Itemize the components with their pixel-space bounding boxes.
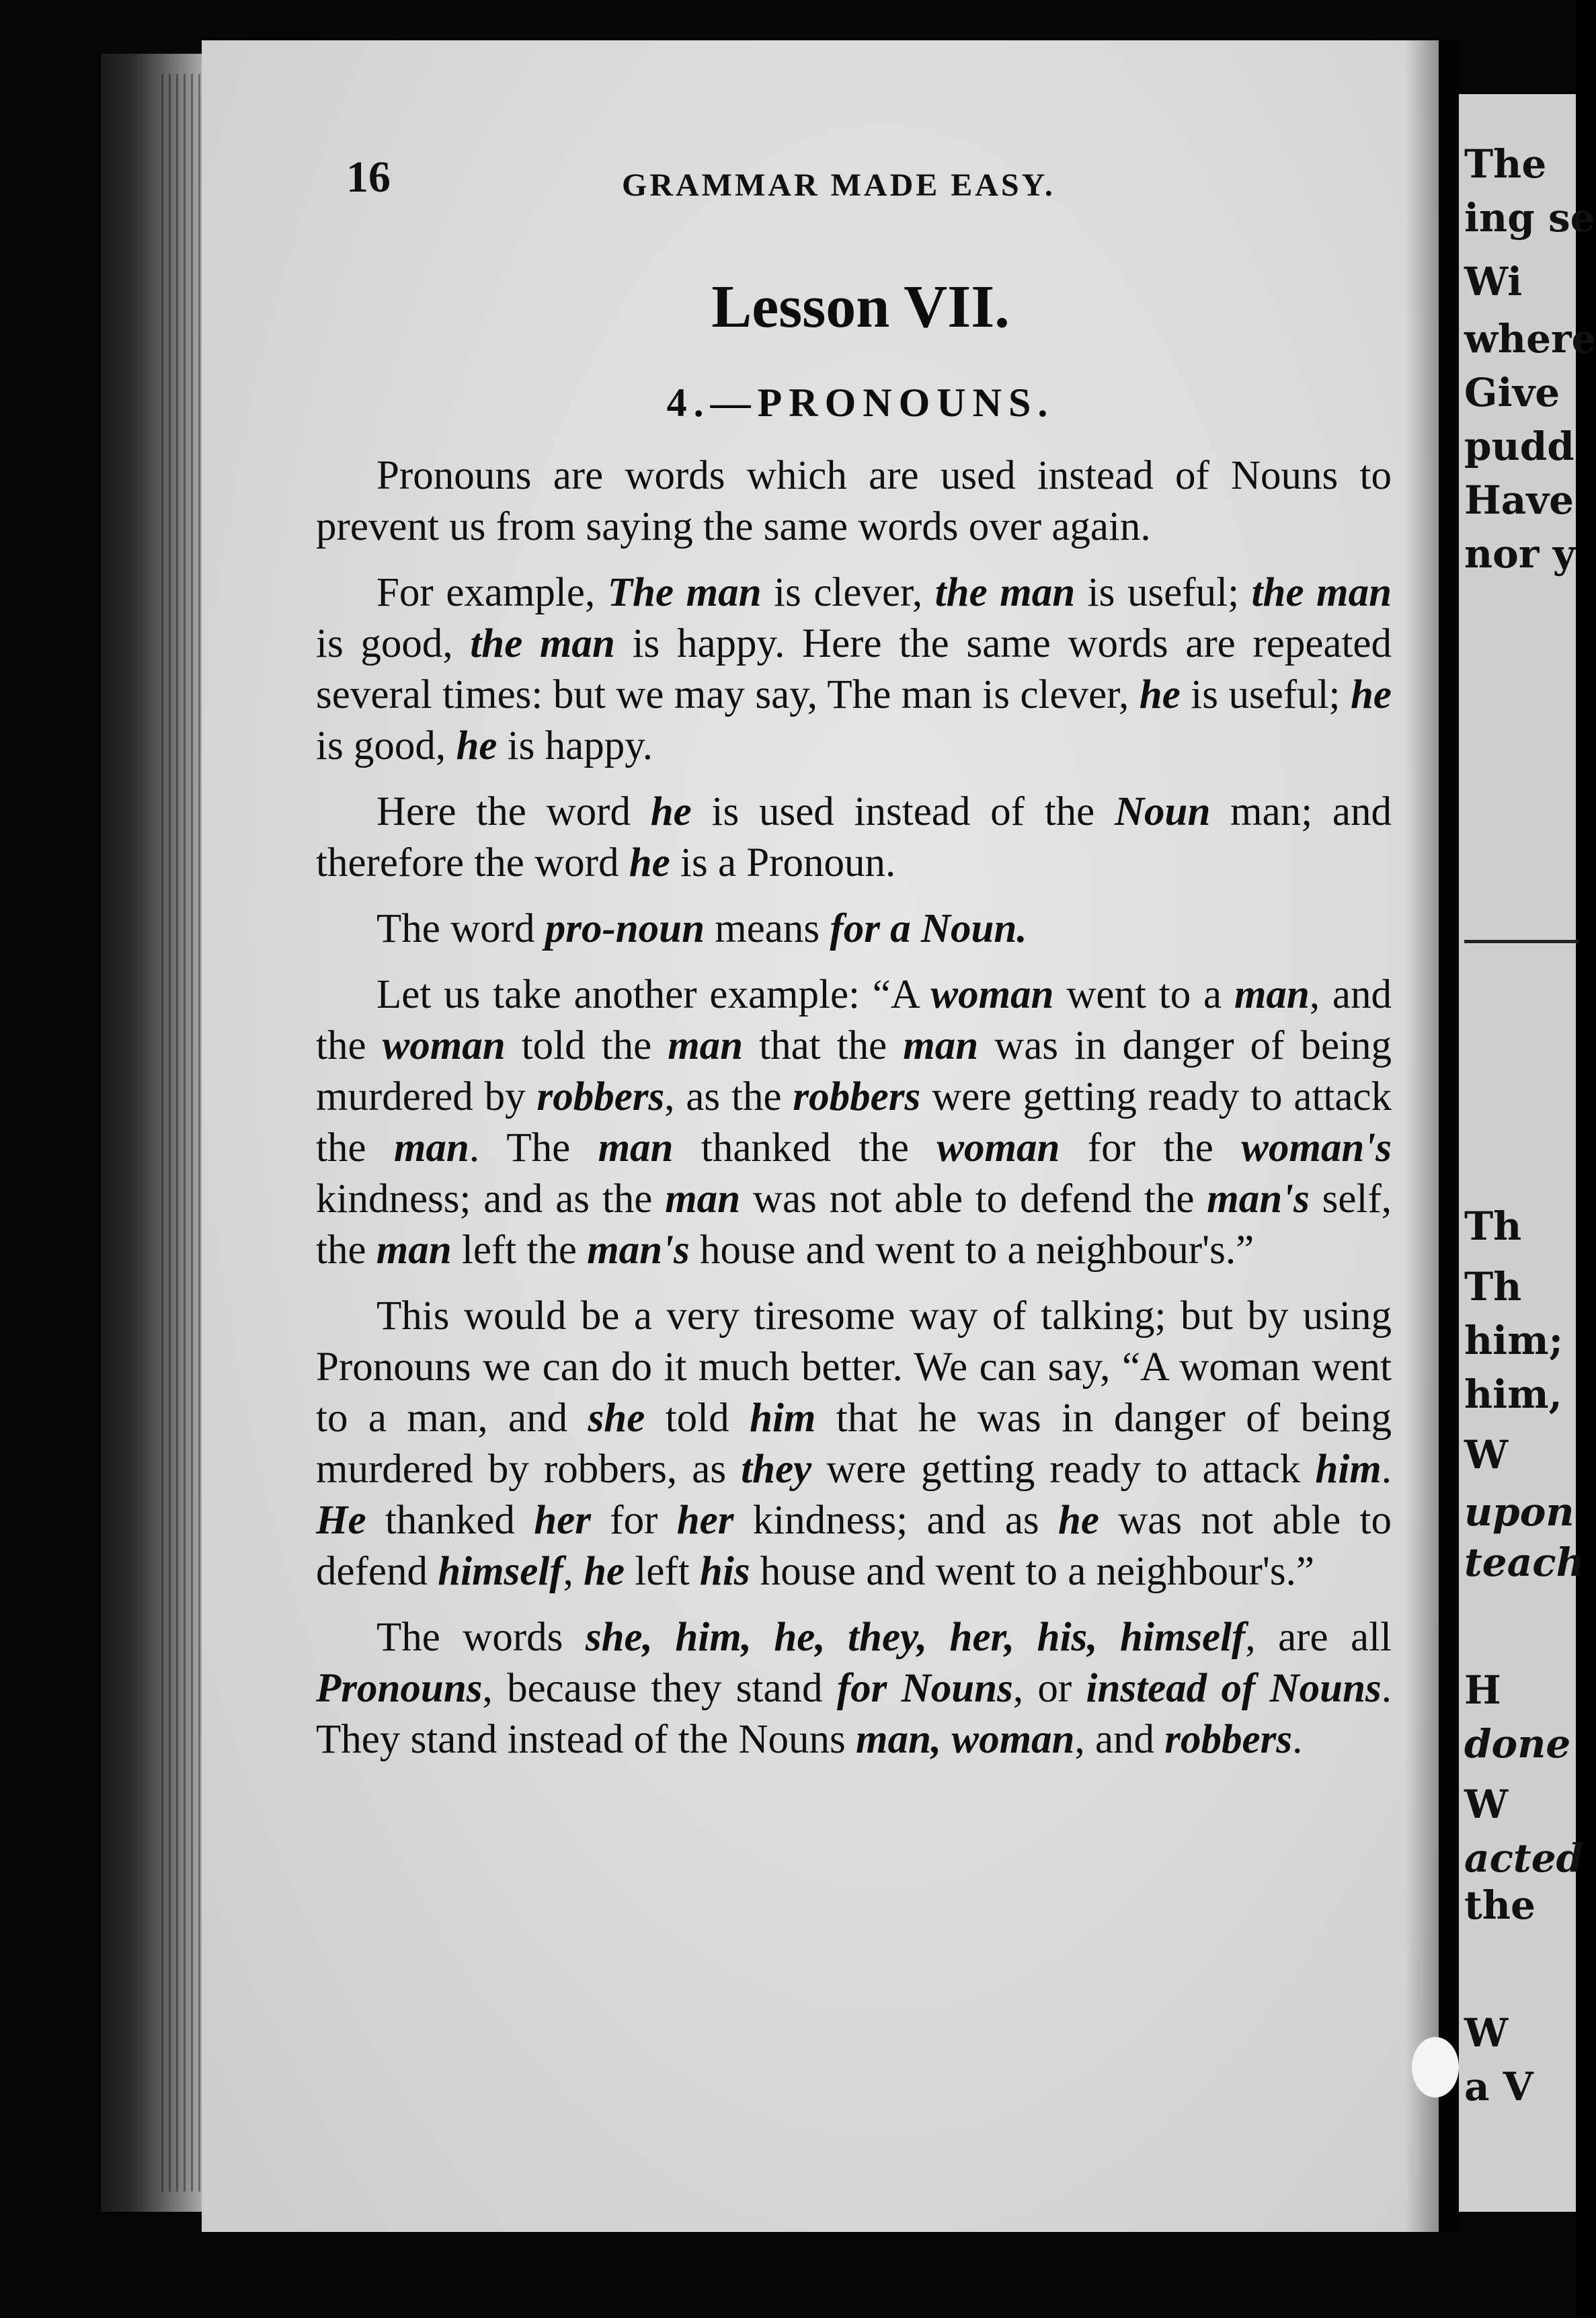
italic-text: Pronouns [316,1666,483,1711]
italic-text: her [534,1498,591,1543]
italic-text: him [750,1396,816,1441]
text-run: , or [1012,1666,1086,1711]
adjacent-page-fragment: Wi [1464,259,1523,305]
italic-text: instead of Nouns [1086,1666,1382,1711]
italic-text: the man [1251,570,1392,615]
italic-text: man [903,1023,979,1068]
body-paragraph [316,1291,1392,1597]
text-run: was not able to defend the [740,1176,1207,1222]
text-run: were getting ready to attack [811,1447,1316,1492]
text-run: , are all [1245,1615,1392,1660]
page-header [346,152,1395,212]
adjacent-page-fragment: nor y [1464,531,1576,577]
text-run: were getting ready to attack the [316,1074,1392,1170]
italic-text: Noun [1115,789,1211,834]
text-run: means [705,906,830,951]
text-run: is used instead of the [691,789,1115,834]
lesson-title: Lesson VII. [711,274,1010,340]
body-paragraph [316,969,1392,1276]
text-run: , as the [664,1074,793,1119]
adjacent-page-rule [1464,940,1579,943]
italic-text: robbers [1164,1717,1293,1762]
text-run: is useful; [1180,672,1351,717]
adjacent-page-fragment: a V [1464,2064,1533,2110]
italic-text: he [650,789,692,834]
italic-text: him [1315,1447,1382,1492]
adjacent-page-fragment: The [1464,141,1547,187]
text-run: . They stand instead of the Nouns [316,1666,1392,1762]
italic-text: the man [934,570,1076,615]
adjacent-page-fragment: Have [1464,477,1574,523]
italic-text: man's [1207,1176,1310,1222]
adjacent-page-fragment: H [1464,1667,1501,1713]
adjacent-page-fragment: done [1464,1721,1571,1767]
italic-text: pro-noun [545,906,705,951]
text-run: self, the [316,1176,1392,1273]
text-run: . [1381,1447,1392,1492]
text-run: , because they stand [482,1666,837,1711]
text-run: For example, [376,570,608,615]
italic-text: his [699,1549,750,1594]
text-run: Let us take another example: “A [376,972,931,1017]
italic-text: The man [607,570,762,615]
page-edges [161,74,202,2192]
text-run: This would be a very tiresome way of talking; but by using Pronouns we can do it much better. We can say, “A woman went to a man, and [316,1293,1392,1441]
body-paragraph [316,450,1392,553]
italic-text: he [584,1549,625,1594]
adjacent-page-fragment: W [1464,1432,1509,1478]
text-run: is happy. Here the same words are repeated several times: but we may say, The man is clever, [316,621,1392,717]
text-run: thanked [366,1498,534,1543]
adjacent-page-fragment: the [1464,1882,1535,1928]
body-paragraph [316,787,1392,889]
italic-text: man [665,1176,741,1222]
italic-text: man [598,1125,674,1170]
text-run: was in danger of being murdered by [316,1023,1392,1119]
italic-text: he [629,840,670,885]
italic-text: the man [470,621,615,666]
paper-damage-spot [1412,2037,1459,2097]
adjacent-page-fragment: acted [1464,1835,1584,1881]
italic-text: man's [587,1228,690,1273]
italic-text: robbers [793,1074,921,1119]
body-paragraph [316,567,1392,772]
text-run: , [563,1549,584,1594]
italic-text: woman [382,1023,506,1068]
text-run: is useful; [1075,570,1252,615]
italic-text: himself [438,1549,563,1594]
italic-text: woman [930,972,1054,1017]
adjacent-page [1459,94,1596,2212]
text-run: for the [1060,1125,1242,1170]
italic-text: he [456,723,497,768]
text-run: told the [505,1023,668,1068]
text-run: house and went to a neighbour's.” [750,1549,1314,1594]
text-run: is good, [316,621,471,666]
adjacent-page-fragment: Th [1464,1264,1522,1310]
section-heading: 4.—PRONOUNS. [666,381,1055,425]
text-run: Here the word [376,789,651,834]
italic-text: He [316,1498,366,1543]
text-run: house and went to a neighbour's.” [689,1228,1254,1273]
italic-text: he [1058,1498,1099,1543]
adjacent-page-fragment: pudd [1464,424,1574,469]
adjacent-page-fragment: Th [1464,1203,1522,1249]
italic-text: they [741,1447,812,1492]
adjacent-page-fragment: Give [1464,370,1560,415]
text-run: for [590,1498,677,1543]
text-run: The words [376,1615,586,1660]
text-run: was not able to defend [316,1498,1392,1594]
italic-text: man [1234,972,1310,1017]
text-run: that he was in danger of being murdered by robbers, as [316,1396,1392,1492]
italic-text: she, him, he, they, her, his, himself [585,1615,1246,1660]
text-run: man; and therefore the word [316,789,1392,885]
text-run: left the [451,1228,588,1273]
adjacent-page-fragment: upon [1464,1489,1574,1535]
adjacent-page-fragment: W [1464,2010,1509,2056]
page-number: 16 [346,153,391,202]
adjacent-page-fragment: him; [1464,1318,1563,1363]
text-run: went to a [1053,972,1234,1017]
text-run: , and [1074,1717,1165,1762]
body-paragraph [316,904,1392,955]
text-run: is clever, [761,570,935,615]
text-run: . [1292,1717,1303,1762]
text-run: kindness; and as [733,1498,1058,1543]
text-run: thanked the [673,1125,937,1170]
italic-text: for a Noun. [830,906,1027,951]
adjacent-page-fragment: ing se [1464,195,1595,241]
text-run: is happy. [497,723,653,768]
text-run: Pronouns are words which are used instead of Nouns to prevent us from saying the same words over again. [316,453,1392,549]
lesson-body [316,450,1392,1780]
italic-text: for Nouns [836,1666,1013,1711]
text-run: . The [469,1125,598,1170]
text-run: that the [743,1023,904,1068]
gutter-shadow [1405,40,1459,2232]
running-head: GRAMMAR MADE EASY. [622,167,1055,203]
italic-text: robbers [536,1074,665,1119]
italic-text: he [1351,672,1392,717]
text-run: kindness; and as the [316,1176,666,1222]
italic-text: man [668,1023,744,1068]
italic-text: she [588,1396,645,1441]
text-run: is good, [316,723,456,768]
italic-text: man [376,1228,452,1273]
italic-text: woman [936,1125,1060,1170]
adjacent-page-fragment: teach [1464,1540,1585,1585]
italic-text: he [1139,672,1181,717]
italic-text: woman's [1241,1125,1392,1170]
text-run: left [625,1549,700,1594]
text-run: told [645,1396,750,1441]
adjacent-page-fragment: where [1464,316,1596,362]
italic-text: her [676,1498,734,1543]
body-paragraph [316,1612,1392,1765]
text-run: is a Pronoun. [670,840,896,885]
italic-text: man, woman [856,1717,1075,1762]
italic-text: man [393,1125,469,1170]
text-run: The word [376,906,545,951]
text-run: , and the [316,972,1392,1068]
adjacent-page-fragment: W [1464,1782,1509,1827]
adjacent-page-fragment: him, [1464,1371,1562,1417]
